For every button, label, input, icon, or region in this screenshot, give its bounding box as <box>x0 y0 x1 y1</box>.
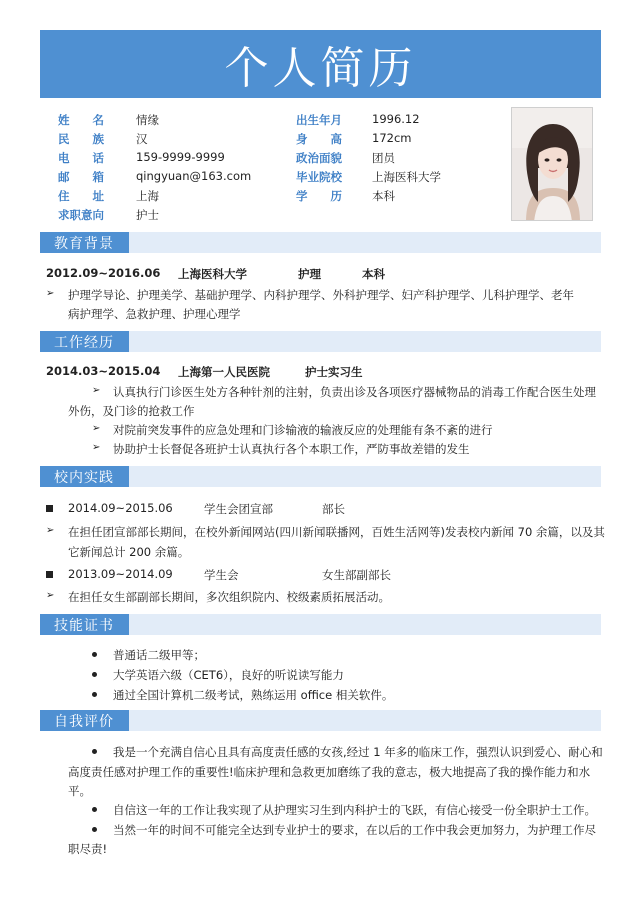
section-skills <box>40 614 601 635</box>
self-paragraph: 自信这一年的工作让我实现了从护理实习生到内科护士的飞跃，有信心接受一份全职护士工作。 <box>113 803 596 817</box>
education-period: 2012.09~2016.06 <box>46 266 161 280</box>
section-campus <box>40 466 601 487</box>
profile-label: 电话 <box>58 151 104 165</box>
profile-photo <box>511 107 593 221</box>
education-courses: 病护理学、急救护理、护理心理学 <box>68 307 241 321</box>
section-heading: 校内实践 <box>40 466 129 487</box>
profile-row <box>58 112 498 130</box>
profile-label: 邮箱 <box>58 170 104 184</box>
skill-item: 普通话二级甲等； <box>113 648 205 662</box>
profile-value: 护士 <box>136 208 159 222</box>
self-paragraph: 高度责任感对护理工作的重要性!临床护理和急救更加磨练了我的意志，极大地提高了我的操作能力和水 <box>68 765 591 779</box>
profile-label: 政治面貌 <box>296 151 342 165</box>
arrow-bullet-icon: ➢ <box>92 385 101 396</box>
profile-label: 姓名 <box>58 113 104 127</box>
profile-label: 求职意向 <box>58 208 104 222</box>
profile-value: qingyuan@163.com <box>136 169 252 183</box>
work-duty: 认真执行门诊医生处方各种针剂的注射，负责出诊及各项医疗器械物品的消毒工作配合医生处理 <box>113 385 596 399</box>
campus-desc: 在担任女生部副部长期间，多次组织院内、校级素质拓展活动。 <box>68 590 390 604</box>
campus-period: 2014.09~2015.06 <box>68 501 173 515</box>
square-bullet-icon <box>46 571 53 578</box>
work-role: 护士实习生 <box>305 365 363 379</box>
profile-row <box>58 150 498 168</box>
arrow-bullet-icon: ➢ <box>92 423 101 434</box>
profile-label: 出生年月 <box>296 113 342 127</box>
arrow-bullet-icon: ➢ <box>46 288 55 299</box>
work-duty: 外伤，及门诊的抢救工作 <box>68 404 195 418</box>
arrow-bullet-icon: ➢ <box>92 442 101 453</box>
profile-row <box>58 131 498 149</box>
profile-label: 民族 <box>58 132 104 146</box>
page-title: 个人简历 <box>224 43 417 94</box>
dot-bullet-icon <box>92 749 97 754</box>
profile-row <box>58 188 498 206</box>
section-heading: 自我评价 <box>40 710 129 731</box>
dot-bullet-icon <box>92 692 97 697</box>
section-heading: 教育背景 <box>40 232 129 253</box>
section-self <box>40 710 601 731</box>
dot-bullet-icon <box>92 672 97 677</box>
profile-value: 上海医科大学 <box>372 170 441 184</box>
self-paragraph: 当然一年的时间不可能完全达到专业护士的要求，在以后的工作中我会更加努力，为护理工作尽 <box>113 823 596 837</box>
dot-bullet-icon <box>92 807 97 812</box>
profile-label: 住址 <box>58 189 104 203</box>
arrow-bullet-icon: ➢ <box>46 525 55 536</box>
campus-org: 学生会 <box>204 568 239 582</box>
campus-role: 部长 <box>322 502 345 516</box>
dot-bullet-icon <box>92 827 97 832</box>
profile-label: 学历 <box>296 189 342 203</box>
skill-item: 大学英语六级（CET6），良好的听说读写能力 <box>113 668 344 682</box>
profile-value: 团员 <box>372 151 395 165</box>
portrait-image <box>512 108 593 221</box>
education-degree: 本科 <box>362 267 385 281</box>
section-heading: 技能证书 <box>40 614 129 635</box>
profile-value: 上海 <box>136 189 159 203</box>
profile-row <box>58 169 498 187</box>
work-org: 上海第一人民医院 <box>178 365 270 379</box>
profile-value: 159-9999-9999 <box>136 150 225 164</box>
self-paragraph: 职尽责! <box>68 842 108 856</box>
profile-value: 172cm <box>372 131 412 145</box>
self-paragraph: 我是一个充满自信心且具有高度责任感的女孩,经过 1 年多的临床工作，强烈认识到爱心、耐心和 <box>113 745 603 759</box>
section-education <box>40 232 601 253</box>
campus-role: 女生部副部长 <box>322 568 391 582</box>
profile-value: 情缘 <box>136 113 159 127</box>
profile-label: 身高 <box>296 132 342 146</box>
work-duty: 对院前突发事件的应急处理和门诊输液的输液反应的处理能有条不紊的进行 <box>113 423 493 437</box>
skill-item: 通过全国计算机二级考试，熟练运用 office 相关软件。 <box>113 688 394 702</box>
education-courses: 护理学导论、护理美学、基础护理学、内科护理学、外科护理学、妇产科护理学、儿科护理学、老年 <box>68 288 574 302</box>
profile-value: 汉 <box>136 132 148 146</box>
profile-row <box>58 207 498 225</box>
campus-period: 2013.09~2014.09 <box>68 567 173 581</box>
education-major: 护理 <box>298 267 321 281</box>
campus-desc: 在担任团宣部部长期间，在校外新闻网站(四川新闻联播网，百姓生活网等)发表校内新闻 70 余篇，以及其 <box>68 525 605 539</box>
self-paragraph: 平。 <box>68 784 91 798</box>
title-banner <box>40 30 601 98</box>
section-heading: 工作经历 <box>40 331 129 352</box>
campus-desc: 它新闻总计 200 余篇。 <box>68 545 190 559</box>
square-bullet-icon <box>46 505 53 512</box>
profile-label: 毕业院校 <box>296 170 342 184</box>
profile-value: 1996.12 <box>372 112 420 126</box>
work-period: 2014.03~2015.04 <box>46 364 161 378</box>
section-work <box>40 331 601 352</box>
arrow-bullet-icon: ➢ <box>46 590 55 601</box>
profile-value: 本科 <box>372 189 395 203</box>
campus-org: 学生会团宣部 <box>204 502 273 516</box>
education-school: 上海医科大学 <box>178 267 247 281</box>
work-duty: 协助护士长督促各班护士认真执行各个本职工作，严防事故差错的发生 <box>113 442 470 456</box>
dot-bullet-icon <box>92 652 97 657</box>
